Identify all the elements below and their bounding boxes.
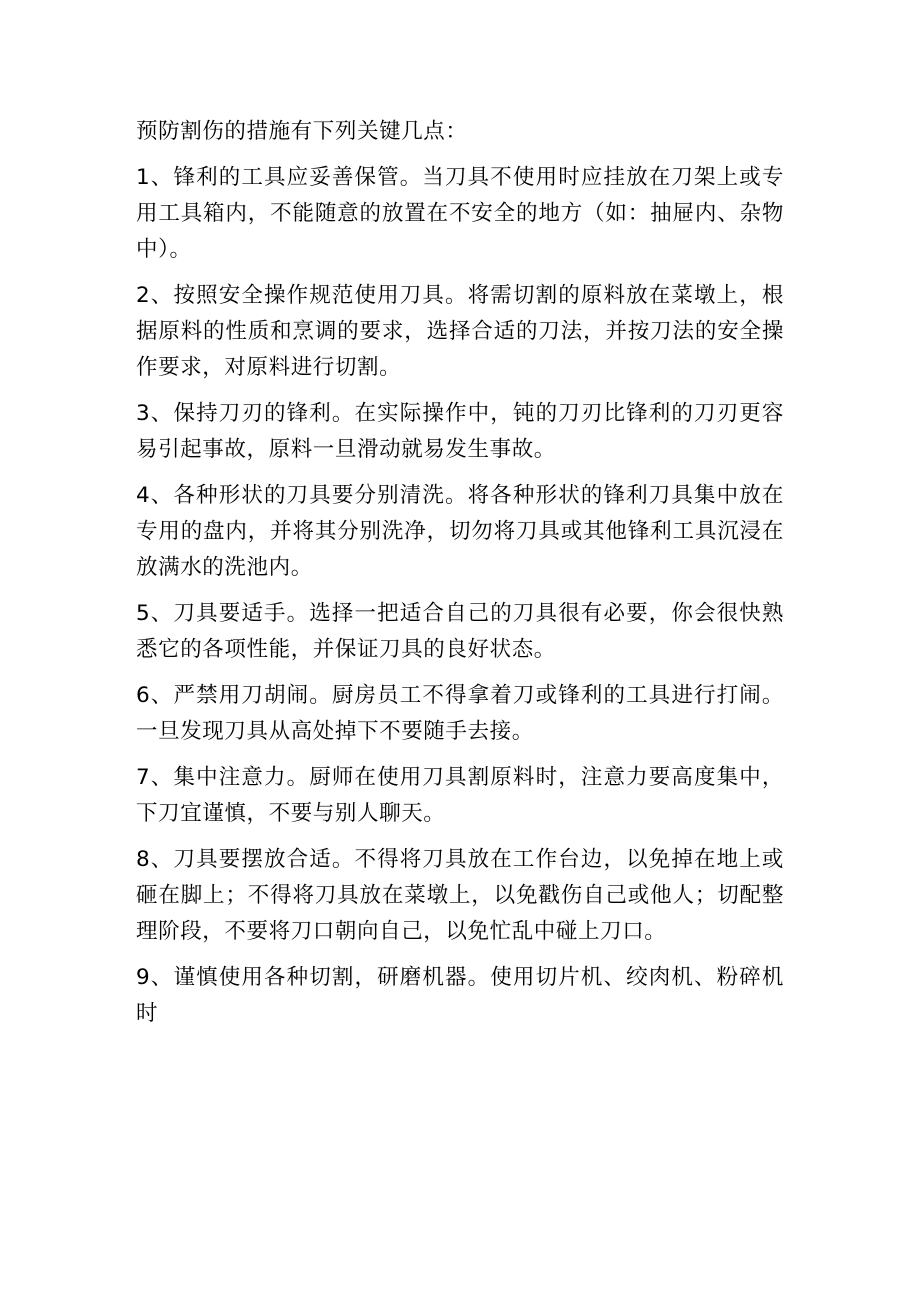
list-item: 5、刀具要适手。选择一把适合自己的刀具很有必要，你会很快熟悉它的各项性能，并保证刀具的良好状态。	[136, 601, 784, 662]
list-item: 7、集中注意力。厨师在使用刀具割原料时，注意力要高度集中，下刀宜谨慎，不要与别人聊天。	[136, 765, 784, 826]
intro-paragraph: 预防割伤的措施有下列关键几点：	[136, 119, 468, 144]
list-item: 6、严禁用刀胡闹。厨房员工不得拿着刀或锋利的工具进行打闹。一旦发现刀具从高处掉下不要随手去接。	[136, 683, 784, 744]
document-body	[136, 114, 784, 1042]
list-item: 1、锋利的工具应妥善保管。当刀具不使用时应挂放在刀架上或专用工具箱内，不能随意的放置在不安全的地方（如：抽屉内、杂物中）。	[136, 165, 784, 262]
list-item: 3、保持刀刃的锋利。在实际操作中，钝的刀刃比锋利的刀刃更容易引起事故，原料一旦滑动就易发生事故。	[136, 401, 784, 462]
list-item: 4、各种形状的刀具要分别清洗。将各种形状的锋利刀具集中放在专用的盘内，并将其分别洗净，切勿将刀具或其他锋利工具沉浸在放满水的洗池内。	[136, 483, 784, 580]
list-item: 8、刀具要摆放合适。不得将刀具放在工作台边，以免掉在地上或砸在脚上；不得将刀具放在菜墩上，以免戳伤自己或他人；切配整理阶段，不要将刀口朝向自己，以免忙乱中碰上刀口。	[136, 847, 784, 944]
list-item: 2、按照安全操作规范使用刀具。将需切割的原料放在菜墩上，根据原料的性质和烹调的要求，选择合适的刀法，并按刀法的安全操作要求，对原料进行切割。	[136, 283, 784, 380]
list-item: 9、谨慎使用各种切割，研磨机器。使用切片机、绞肉机、粉碎机时	[136, 965, 784, 1026]
